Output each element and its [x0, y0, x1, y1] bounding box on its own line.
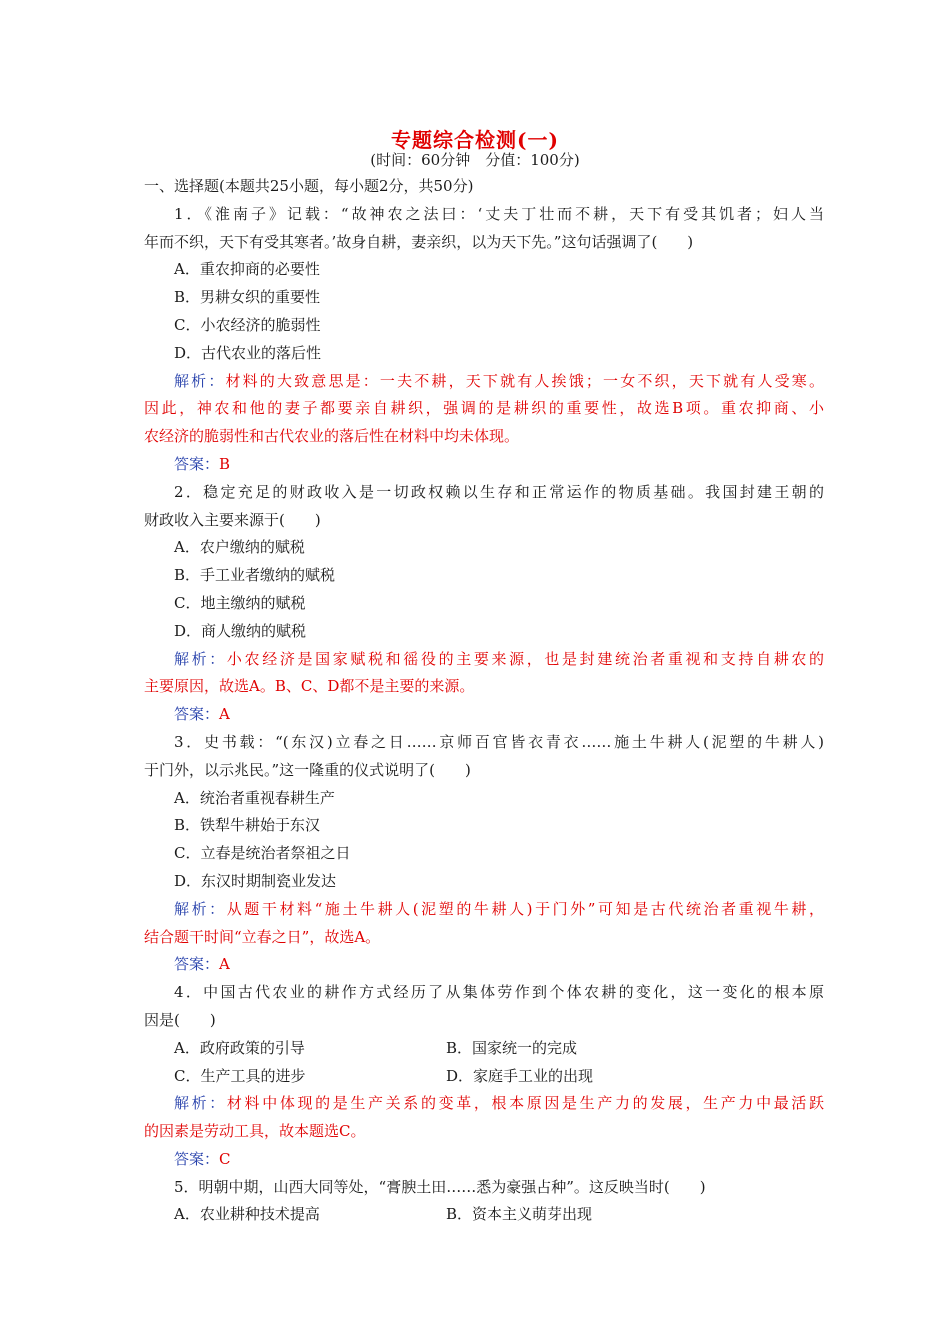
question-stem: 财政收入主要来源于( ) — [144, 510, 321, 529]
analysis-label: 解析： — [174, 649, 227, 668]
answer-value: A — [219, 705, 230, 724]
answer — [144, 451, 824, 479]
analysis-label: 解析： — [174, 371, 226, 390]
answer-value: C — [219, 1149, 231, 1168]
analysis-text: 材料中体现的是生产关系的变革，根本原因是生产力的发展，生产力中最活跃 — [226, 1094, 824, 1113]
option-d: D．商人缴纳的赋税 — [174, 621, 307, 640]
option-a: A．农业耕种技术提高 — [174, 1205, 320, 1224]
option-c: C．生产工具的进步 — [174, 1066, 306, 1085]
answer — [144, 951, 824, 979]
question-5 — [144, 1174, 824, 1230]
analysis-text: 从题干材料“施土牛耕人(泥塑的牛耕人)于门外”可知是古代统治者重视牛耕， — [226, 899, 824, 918]
question-stem: 年而不织，天下有受其寒者。’故身自耕，妻亲织，以为天下先。”这句话强调了( ) — [144, 232, 694, 251]
document-body — [144, 173, 824, 1229]
question-stem: 4．中国古代农业的耕作方式经历了从集体劳作到个体农耕的变化，这一变化的根本原 — [174, 983, 824, 1002]
analysis-label: 解析： — [174, 899, 227, 918]
question-3 — [144, 729, 824, 979]
option-d: D．东汉时期制瓷业发达 — [174, 871, 337, 890]
option-b: B．手工业者缴纳的赋税 — [174, 566, 336, 585]
answer — [144, 701, 824, 729]
option-b: B．资本主义萌芽出现 — [446, 1205, 593, 1224]
answer-label: 答案： — [174, 454, 220, 473]
option-a: A．农户缴纳的赋税 — [174, 538, 305, 557]
option-a: A．政府政策的引导 — [174, 1038, 305, 1057]
page-title: 专题综合检测(一) — [391, 128, 559, 152]
analysis — [144, 896, 824, 924]
question-stem: 因是( ) — [144, 1010, 216, 1029]
section-heading: 一、选择题(本题共25小题，每小题2分，共50分) — [144, 177, 474, 195]
option-row — [144, 1201, 824, 1229]
analysis-text: 结合题干时间“立春之日”，故选A。 — [144, 927, 381, 946]
analysis-label: 解析： — [174, 1094, 227, 1113]
answer-value: B — [219, 454, 231, 473]
analysis — [144, 368, 824, 396]
analysis-text: 主要原因，故选A。B、C、D都不是主要的来源。 — [144, 677, 475, 696]
analysis — [144, 646, 824, 674]
option-c: C．地主缴纳的赋税 — [174, 593, 306, 612]
question-4 — [144, 979, 824, 1174]
answer — [144, 1146, 824, 1174]
analysis-text: 小农经济是国家赋税和徭役的主要来源，也是封建统治者重视和支持自耕农的 — [226, 649, 824, 668]
question-stem: 于门外，以示兆民。”这一隆重的仪式说明了( ) — [144, 760, 471, 779]
option-d: D．古代农业的落后性 — [174, 343, 322, 362]
analysis-text: 农经济的脆弱性和古代农业的落后性在材料中均未体现。 — [144, 427, 520, 446]
option-c: C．小农经济的脆弱性 — [174, 315, 321, 334]
option-a: A．重农抑商的必要性 — [174, 260, 320, 279]
question-stem: 3．史书载：“(东汉)立春之日……京师百官皆衣青衣……施土牛耕人(泥塑的牛耕人) — [174, 732, 824, 751]
analysis-text: 材料的大致意思是：一夫不耕，天下就有人挨饿；一女不织，天下就有人受寒。 — [225, 371, 824, 390]
answer-label: 答案： — [174, 705, 220, 724]
question-stem: 1．《淮南子》记载：“故神农之法曰：‘丈夫丁壮而不耕，天下有受其饥者；妇人当 — [174, 204, 824, 223]
option-a: A．统治者重视春耕生产 — [174, 788, 335, 807]
option-b: B．铁犁牛耕始于东汉 — [174, 816, 321, 835]
analysis-text: 因此，神农和他的妻子都要亲自耕织，强调的是耕织的重要性，故选B项。重农抑商、小 — [144, 399, 824, 418]
option-b: B．男耕女织的重要性 — [174, 288, 321, 307]
option-b: B．国家统一的完成 — [446, 1038, 578, 1057]
question-stem: 2．稳定充足的财政收入是一切政权赖以生存和正常运作的物质基础。我国封建王朝的 — [174, 482, 824, 501]
question-stem: 5．明朝中期，山西大同等处，“膏腴土田……悉为豪强占种”。这反映当时( ) — [174, 1177, 706, 1196]
exam-info: (时间：60分钟 分值：100分) — [370, 151, 580, 169]
option-row — [144, 1063, 824, 1091]
option-d: D．家庭手工业的出现 — [446, 1066, 594, 1085]
question-2 — [144, 479, 824, 729]
question-1 — [144, 201, 824, 479]
option-c: C．立春是统治者祭祖之日 — [174, 844, 351, 863]
answer-label: 答案： — [174, 955, 220, 974]
answer-value: A — [219, 955, 230, 974]
option-row — [144, 1035, 824, 1063]
analysis-text: 的因素是劳动工具，故本题选C。 — [144, 1122, 366, 1141]
analysis — [144, 1090, 824, 1118]
answer-label: 答案： — [174, 1149, 220, 1168]
